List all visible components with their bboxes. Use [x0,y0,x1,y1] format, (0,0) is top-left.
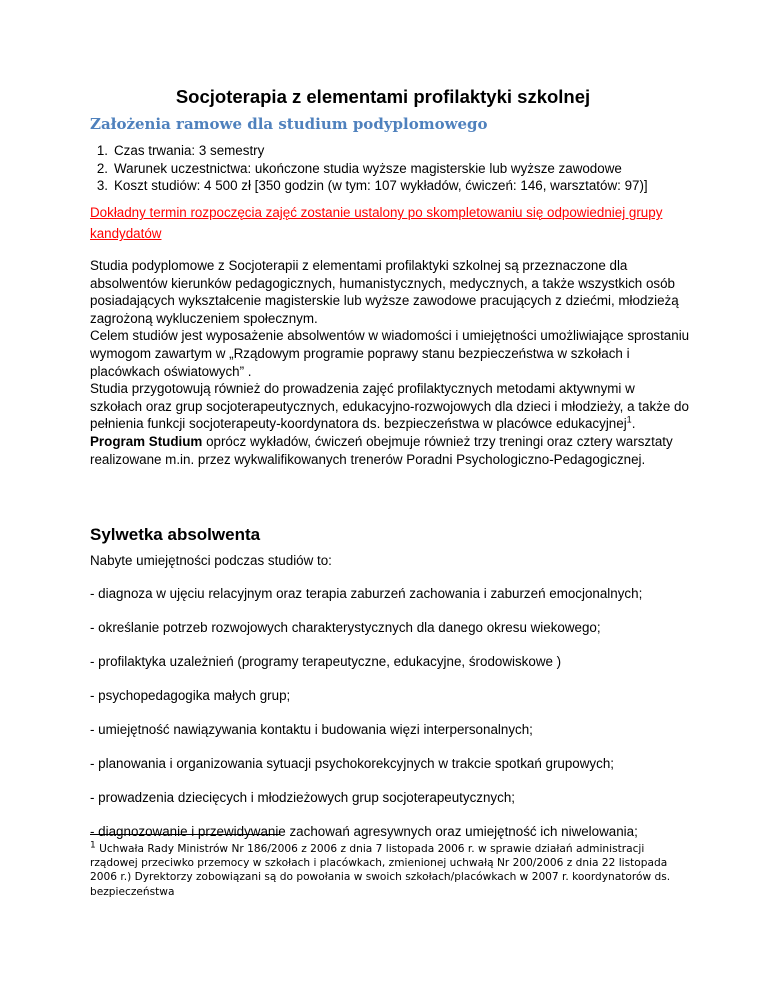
list-item-text: Czas trwania: 3 semestry [114,143,265,158]
skills-list [90,585,690,857]
program-paragraph [90,433,690,468]
list-item [90,142,686,160]
skill-item: - planowania i organizowania sytuacji psychokorekcyjnych w trakcie spotkań grupowych; [90,756,614,771]
start-date-notice: Dokładny termin rozpoczęcia zajęć zostanie ustalony po skompletowaniu się odpowiedniej grupy kandydatów [90,205,663,241]
list-number: 3. [96,178,108,194]
skill-item: - diagnozowanie i przewidywanie zachowań agresywnych oraz umiejętność ich niwelowania; [90,824,638,839]
list-item-text: Warunek uczestnictwa: ukończone studia wyższe magisterskie lub wyższe zawodowe [114,160,622,176]
list-item [90,177,686,195]
footnote-reference: 1 [626,414,632,425]
terms-list [90,142,686,195]
footnote-body: Uchwała Rady Ministrów Nr 186/2006 z 2006 z dnia 7 listopada 2006 r. w sprawie działań administracji rządowej przeciwko przemocy w szkołach i placówkach, zmienionej uchwałą Nr 200/2006 z dnia 22 listopada 2006 r.) Dyrektorzy zobowiązani są do powołania w swoich szkołach/placówkach w 2007 r. koordynatorów ds. bezpieczeństwa [90,843,671,898]
section-heading: Sylwetka absolwenta [90,525,261,544]
intro-paragraph: Studia podyplomowe z Socjoterapii z elementami profilaktyki szkolnej są przeznaczone dla absolwentów kierunków pedagogicznych, humanistycznych, medycznych, a także wszystkich osób posiadających wykształcenie magisterskie lub wyższe zawodowe pracujących z dziećmi, młodzieżą zagrożoną wykluczeniem społecznym. [90,258,679,326]
goal-paragraph: Celem studiów jest wyposażenie absolwentów w wiadomości i umiejętności umożliwiające sprostaniu wymogom zawartym w „Rządowym programie poprawy stanu bezpieczeństwa w szkołach i placówkach oświatowych” . [90,328,690,379]
list-number: 1. [96,143,108,158]
skills-intro: Nabyte umiejętności podczas studiów to: [90,553,332,568]
preparation-paragraph [90,380,690,433]
skill-item: - prowadzenia dziecięcych i młodzieżowych grup socjoterapeutycznych; [90,790,515,805]
skill-item: - profilaktyka uzależnień (programy terapeutyczne, edukacyjne, środowiskowe ) [90,654,562,669]
skill-item: - psychopedagogika małych grup; [90,688,291,703]
skill-item: - określanie potrzeb rozwojowych charakterystycznych dla danego okresu wiekowego; [90,620,601,635]
list-item-text: Koszt studiów: 4 500 zł [350 godzin (w tym: 107 wykładów, ćwiczeń: 146, warsztatów: 97)] [114,178,648,194]
footnote-separator [90,834,280,835]
preparation-text: Studia przygotowują również do prowadzenia zajęć profilaktycznych metodami aktywnymi w szkołach oraz grup socjoterapeutycznych, edukacyjno-rozwojowych dla dzieci i młodzieży, a także do pełnienia funkcji socjoterapeuty-koordynatora ds. bezpieczeństwa w placówce edukacyjnej [90,381,689,432]
intro-section [90,257,690,468]
footnote-text [90,842,686,899]
footnote [90,842,686,899]
skill-item: - umiejętność nawiązywania kontaktu i budowania więzi interpersonalnych; [90,722,533,737]
program-text: oprócz wykładów, ćwiczeń obejmuje również trzy treningi oraz cztery warsztaty realizowane m.in. przez wykwalifikowanych trenerów Poradni Psychologiczno-Pedagogicznej. [90,433,673,467]
document-title: Socjoterapia z elementami profilaktyki szkolnej [175,86,591,107]
skill-item: - diagnoza w ujęciu relacyjnym oraz terapia zaburzeń zachowania i zaburzeń emocjonalnych; [90,586,643,601]
footnote-mark: 1 [90,840,96,851]
preparation-end: . [631,416,636,432]
program-label: Program Studium [90,433,203,449]
list-number: 2. [96,160,108,176]
document-subtitle: Założenia ramowe dla studium podyplomowego [90,115,488,133]
list-item [90,160,686,178]
